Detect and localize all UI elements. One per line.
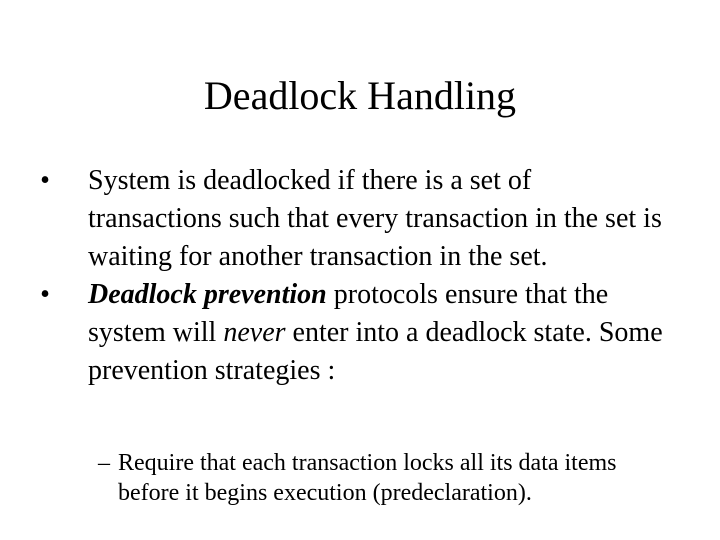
bullet-term: Deadlock prevention <box>88 279 327 310</box>
sub-bullet-item <box>98 448 658 508</box>
sub-bullet-marker: – <box>98 450 110 476</box>
bullet-item <box>30 162 670 276</box>
bullet-text: enter into a deadlock state. Some prevention strategies : <box>88 317 663 386</box>
bullet-list <box>30 162 670 390</box>
bullet-item <box>30 276 670 390</box>
bullet-marker: • <box>40 165 50 196</box>
sub-bullet-text: Require that each transaction locks all its data items before it begins execution (predeclaration). <box>118 450 617 506</box>
bullet-text: System is deadlocked if there is a set of transactions such that every transaction in the set is waiting for another transaction in the set. <box>88 165 662 272</box>
bullet-emphasis: never <box>223 317 286 348</box>
bullet-text: protocols ensure that the system will <box>88 279 609 348</box>
bullet-marker: • <box>40 279 50 310</box>
sub-bullet-list <box>98 448 658 508</box>
slide-title: Deadlock Handling <box>203 73 517 118</box>
